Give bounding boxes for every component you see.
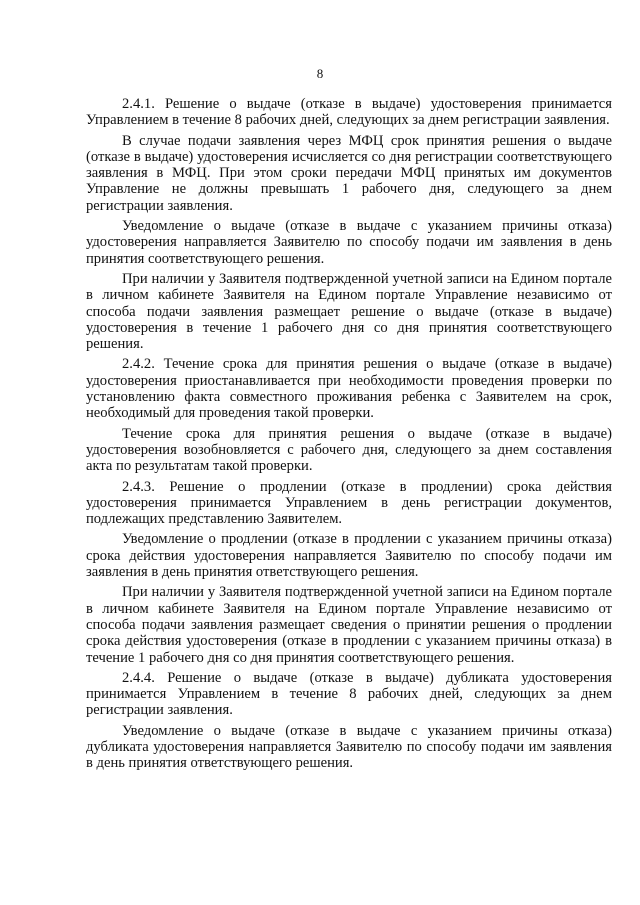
paragraph-portal-issue-decision: При наличии у Заявителя подтвержденной учетной записи на Едином портале в личном кабинете Заявителя на Едином портале Управление независимо от способа подачи заявления размещает решение о выдаче (отказе в выдаче) удостоверения в течение 1 рабочего дня со дня принятия соответствующего решения.: [86, 270, 612, 353]
paragraph-term-resumption: Течение срока для принятия решения о выдаче (отказе в выдаче) удостоверения возобновляется с рабочего дня, следующего за днем составления акта по результатам такой проверки.: [86, 425, 612, 475]
paragraph-2-4-2: 2.4.2. Течение срока для принятия решения о выдаче (отказе в выдаче) удостоверения приостанавливается при необходимости проведения проверки по установлению факта совместного проживания ребенка с Заявителем на срок, необходимый для проведения такой проверки.: [86, 356, 612, 422]
paragraph-2-4-3: 2.4.3. Решение о продлении (отказе в продлении) срока действия удостоверения принимается Управлением в день регистрации документов, подлежащих представлению Заявителем.: [86, 478, 612, 528]
paragraph-issue-notification: Уведомление о выдаче (отказе в выдаче с указанием причины отказа) удостоверения направляется Заявителю по способу подачи им заявления в день принятия соответствующего решения.: [86, 218, 612, 267]
paragraph-duplicate-notification: Уведомление о выдаче (отказе в выдаче с указанием причины отказа) дубликата удостоверения направляется Заявителю по способу подачи им заявления в день принятия ответствующего решения.: [86, 722, 612, 772]
page-number: 8: [316, 66, 324, 81]
paragraph-mfc-deadline: В случае подачи заявления через МФЦ срок принятия решения о выдаче (отказе в выдаче) удостоверения исчисляется со дня регистрации соответствующего заявления в МФЦ. При этом сроки передачи МФЦ принятых им документов Управление не должны превышать 1 рабочего дня, следующего за днем регистрации заявления.: [86, 132, 612, 214]
paragraph-extension-notification: Уведомление о продлении (отказе в продлении с указанием причины отказа) срока действия удостоверения направляется Заявителю по способу подачи им заявления в день принятия ответствующего решения.: [86, 531, 612, 581]
document-body: [86, 96, 612, 776]
paragraph-2-4-1: 2.4.1. Решение о выдаче (отказе в выдаче) удостоверения принимается Управлением в течение 8 рабочих дней, следующих за днем регистрации заявления.: [86, 96, 612, 129]
paragraph-portal-extension-decision: При наличии у Заявителя подтвержденной учетной записи на Едином портале в личном кабинете Заявителя на Едином портале Управление независимо от способа подачи заявления размещает сведения о принятии решения о продлении срока действия удостоверения (отказе в продлении с указанием причины отказа) в течение 1 рабочего дня со дня принятия соответствующего решения.: [86, 584, 612, 666]
paragraph-2-4-4: 2.4.4. Решение о выдаче (отказе в выдаче) дубликата удостоверения принимается Управлением в течение 8 рабочих дней, следующих за днем регистрации заявления.: [86, 669, 612, 719]
